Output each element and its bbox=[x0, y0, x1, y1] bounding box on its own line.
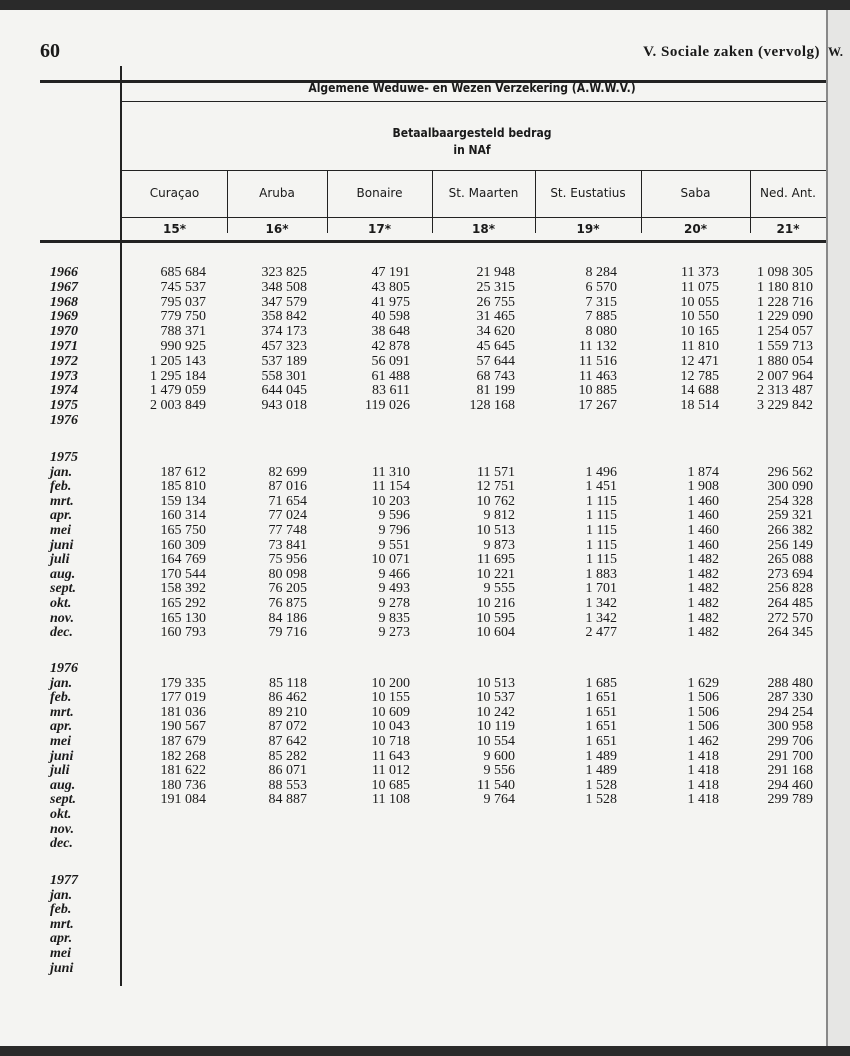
column-header: Curaçao bbox=[149, 186, 200, 200]
row-label-month: sept. bbox=[50, 792, 77, 808]
table-cell: 1 098 305 bbox=[757, 265, 813, 280]
table-cell: 9 835 bbox=[378, 610, 410, 626]
table-cell: 11 108 bbox=[372, 792, 410, 808]
table-cell: 1 418 bbox=[687, 748, 719, 764]
table-cell: 1 180 810 bbox=[757, 279, 813, 295]
table-cell: 9 493 bbox=[378, 581, 410, 597]
table-cell: 1 115 bbox=[586, 493, 617, 509]
table-cell: 45 645 bbox=[476, 339, 515, 354]
block-year-label: 1977 bbox=[50, 873, 78, 888]
table-cell: 1 460 bbox=[687, 508, 719, 524]
table-cell: 89 210 bbox=[268, 704, 307, 720]
table-cell: 11 695 bbox=[477, 552, 515, 568]
table-cell: 6 570 bbox=[585, 279, 617, 295]
table-cell: 170 544 bbox=[160, 566, 206, 582]
table-cell: 1 342 bbox=[585, 610, 617, 626]
table-cell: 1 254 057 bbox=[757, 324, 813, 340]
table-cell: 10 055 bbox=[680, 294, 719, 310]
table-cell: 266 382 bbox=[767, 523, 813, 538]
table-subtitle: Betaalbaargesteld bedrag bbox=[392, 126, 552, 140]
table-cell: 374 173 bbox=[261, 324, 307, 340]
column-number: 20* bbox=[684, 222, 707, 236]
table-cell: 3 229 842 bbox=[757, 398, 813, 414]
table-cell: 160 309 bbox=[160, 537, 206, 553]
column-number: 16* bbox=[265, 222, 289, 236]
table-cell: 34 620 bbox=[476, 324, 515, 340]
column-number: 18* bbox=[472, 222, 495, 236]
table-cell: 1 460 bbox=[687, 523, 719, 538]
table-cell: 17 267 bbox=[578, 398, 617, 414]
table-cell: 84 887 bbox=[268, 792, 307, 808]
table-cell: 9 278 bbox=[378, 596, 410, 611]
table-cell: 990 925 bbox=[160, 339, 206, 354]
table-cell: 1 460 bbox=[687, 493, 719, 509]
table-cell: 10 216 bbox=[476, 596, 515, 611]
table-cell: 79 716 bbox=[268, 625, 307, 641]
table-cell: 10 550 bbox=[680, 309, 719, 325]
table-cell: 10 762 bbox=[476, 493, 515, 509]
table-cell: 8 080 bbox=[585, 324, 617, 340]
row-label-month: juli bbox=[50, 763, 70, 779]
table-cell: 10 595 bbox=[476, 610, 515, 626]
table-cell: 159 134 bbox=[160, 493, 206, 509]
table-cell: 10 165 bbox=[680, 324, 719, 340]
table-cell: 11 463 bbox=[579, 368, 617, 384]
table-cell: 164 769 bbox=[160, 552, 206, 568]
table-cell: 10 604 bbox=[476, 625, 515, 641]
table-cell: 943 018 bbox=[261, 398, 307, 414]
table-cell: 11 132 bbox=[579, 339, 617, 354]
table-cell: 264 345 bbox=[767, 625, 813, 641]
table-cell: 291 168 bbox=[767, 763, 813, 779]
table-cell: 56 091 bbox=[371, 353, 410, 369]
table-cell: 2 007 964 bbox=[757, 368, 813, 384]
table-cell: 300 958 bbox=[767, 719, 813, 735]
table-cell: 85 282 bbox=[268, 748, 307, 764]
table-cell: 165 130 bbox=[160, 610, 206, 626]
row-label-month: aug. bbox=[50, 566, 76, 582]
table-title: Algemene Weduwe- en Wezen Verzekering (A.W.W.V.) bbox=[308, 81, 636, 95]
table-cell: 1 874 bbox=[687, 464, 719, 480]
table-cell: 294 254 bbox=[767, 704, 813, 720]
table-cell: 1 685 bbox=[585, 675, 617, 691]
table-cell: 87 642 bbox=[268, 734, 307, 749]
table-cell: 10 043 bbox=[371, 719, 410, 735]
row-label-month: juli bbox=[50, 552, 70, 568]
row-label-month: nov. bbox=[50, 821, 74, 837]
table-cell: 10 554 bbox=[476, 734, 515, 749]
table-cell: 180 736 bbox=[160, 777, 206, 793]
table-cell: 9 556 bbox=[483, 763, 515, 779]
table-cell: 11 075 bbox=[681, 279, 719, 295]
block-year-label: 1975 bbox=[50, 450, 78, 465]
table-unit: in NAf bbox=[453, 143, 491, 157]
row-label-month: mrt. bbox=[50, 704, 74, 720]
table-cell: 7 885 bbox=[585, 309, 617, 325]
table-cell: 26 755 bbox=[476, 294, 515, 310]
table-cell: 25 315 bbox=[476, 279, 515, 295]
table-cell: 86 071 bbox=[268, 763, 307, 779]
table-cell: 12 751 bbox=[476, 479, 515, 495]
row-label-year: 1970 bbox=[50, 324, 78, 340]
table-cell: 14 688 bbox=[680, 383, 719, 399]
table-cell: 40 598 bbox=[371, 309, 410, 325]
table-cell: 71 654 bbox=[268, 493, 307, 509]
table-cell: 1 115 bbox=[586, 552, 617, 568]
table-cell: 1 506 bbox=[687, 704, 719, 720]
table-cell: 1 482 bbox=[687, 566, 719, 582]
row-label-month: jan. bbox=[50, 887, 73, 903]
table-cell: 47 191 bbox=[371, 265, 410, 280]
table-cell: 38 648 bbox=[371, 324, 410, 340]
table-cell: 158 392 bbox=[160, 581, 206, 597]
table-cell: 9 812 bbox=[483, 508, 515, 524]
table-cell: 288 480 bbox=[767, 675, 813, 691]
row-label-year: 1974 bbox=[50, 383, 78, 399]
table-cell: 537 189 bbox=[261, 353, 307, 369]
row-label-month: mrt. bbox=[50, 916, 74, 932]
table-cell: 1 342 bbox=[585, 596, 617, 611]
table-cell: 1 496 bbox=[585, 464, 617, 480]
row-label-year: 1968 bbox=[50, 294, 78, 310]
title-rule bbox=[122, 101, 826, 102]
row-label-month: feb. bbox=[50, 690, 72, 706]
table-cell: 1 460 bbox=[687, 537, 719, 553]
table-cell: 9 273 bbox=[378, 625, 410, 641]
table-cell: 86 462 bbox=[268, 690, 307, 706]
table-cell: 9 764 bbox=[483, 792, 515, 808]
row-label-month: dec. bbox=[50, 836, 73, 852]
table-cell: 77 748 bbox=[268, 523, 307, 538]
row-label-month: jan. bbox=[50, 464, 73, 480]
row-label-month: aug. bbox=[50, 777, 76, 793]
column-number: 19* bbox=[576, 222, 600, 236]
table-cell: 296 562 bbox=[767, 464, 813, 480]
row-label-year: 1975 bbox=[50, 398, 78, 414]
row-label-month: okt. bbox=[50, 596, 72, 611]
table-cell: 185 810 bbox=[160, 479, 206, 495]
header-bottom-rule bbox=[40, 240, 826, 243]
table-cell: 10 119 bbox=[477, 719, 515, 735]
table-cell: 88 553 bbox=[268, 777, 307, 793]
table-cell: 1 528 bbox=[585, 777, 617, 793]
table-cell: 2 477 bbox=[585, 625, 617, 641]
column-number: 21* bbox=[776, 222, 800, 236]
table-cell: 2 313 487 bbox=[757, 383, 813, 399]
row-label-month: juni bbox=[50, 960, 74, 976]
table-cell: 7 315 bbox=[585, 294, 617, 310]
table-cell: 1 462 bbox=[687, 734, 719, 749]
table-cell: 795 037 bbox=[160, 294, 206, 310]
table-cell: 1 489 bbox=[585, 763, 617, 779]
table-cell: 41 975 bbox=[371, 294, 410, 310]
table-cell: 11 310 bbox=[372, 464, 410, 480]
table-cell: 87 016 bbox=[268, 479, 307, 495]
table-cell: 745 537 bbox=[160, 279, 206, 295]
table-cell: 1 295 184 bbox=[150, 368, 206, 384]
table-cell: 10 221 bbox=[476, 566, 515, 582]
table-cell: 644 045 bbox=[261, 383, 307, 399]
table-cell: 76 875 bbox=[268, 596, 307, 611]
table-cell: 76 205 bbox=[268, 581, 307, 597]
row-label-month: sept. bbox=[50, 581, 77, 597]
table-cell: 265 088 bbox=[767, 552, 813, 568]
table-cell: 11 012 bbox=[372, 763, 410, 779]
column-header: Bonaire bbox=[356, 186, 403, 200]
table-cell: 273 694 bbox=[767, 566, 813, 582]
chapter-header: V. Sociale zaken (vervolg) bbox=[643, 44, 820, 60]
table-cell: 1 482 bbox=[687, 596, 719, 611]
table-cell: 10 718 bbox=[371, 734, 410, 749]
row-label-month: feb. bbox=[50, 479, 72, 495]
table-cell: 9 796 bbox=[378, 523, 410, 538]
column-number: 15* bbox=[163, 222, 186, 236]
table-cell: 1 482 bbox=[687, 581, 719, 597]
table-cell: 84 186 bbox=[268, 610, 307, 626]
row-label-year: 1972 bbox=[50, 353, 78, 369]
table-cell: 11 643 bbox=[372, 748, 410, 764]
table-cell: 299 789 bbox=[767, 792, 813, 808]
row-label-month: juni bbox=[50, 537, 74, 553]
table-cell: 1 482 bbox=[687, 625, 719, 641]
table-cell: 9 466 bbox=[378, 566, 410, 582]
table-cell: 190 567 bbox=[160, 719, 206, 735]
adjacent-page-fragment: W. bbox=[828, 44, 844, 59]
table-cell: 259 321 bbox=[767, 508, 813, 524]
row-label-month: apr. bbox=[50, 931, 73, 947]
row-label-month: feb. bbox=[50, 902, 72, 918]
table-cell: 254 328 bbox=[767, 493, 813, 509]
row-label-month: mei bbox=[50, 734, 71, 749]
table-cell: 165 292 bbox=[160, 596, 206, 611]
table-cell: 73 841 bbox=[268, 537, 307, 553]
table-cell: 1 482 bbox=[687, 552, 719, 568]
table-cell: 10 242 bbox=[476, 704, 515, 720]
column-number: 17* bbox=[368, 222, 391, 236]
table-cell: 347 579 bbox=[261, 294, 307, 310]
table-cell: 187 612 bbox=[160, 464, 206, 480]
table-cell: 83 611 bbox=[372, 383, 410, 399]
table-cell: 11 571 bbox=[477, 464, 515, 480]
column-header: St. Eustatius bbox=[550, 186, 626, 200]
table-cell: 9 873 bbox=[483, 537, 515, 553]
column-header: Saba bbox=[680, 186, 711, 200]
row-label-year: 1966 bbox=[50, 265, 78, 280]
table-cell: 10 513 bbox=[476, 675, 515, 691]
table-cell: 1 880 054 bbox=[757, 353, 813, 369]
table-cell: 10 071 bbox=[371, 552, 410, 568]
table-cell: 558 301 bbox=[261, 368, 307, 384]
table-cell: 11 154 bbox=[372, 479, 410, 495]
table-cell: 779 750 bbox=[160, 309, 206, 325]
table-cell: 187 679 bbox=[160, 734, 206, 749]
row-label-month: okt. bbox=[50, 807, 72, 822]
table-cell: 299 706 bbox=[767, 734, 813, 749]
row-label-year: 1973 bbox=[50, 368, 78, 384]
table-cell: 119 026 bbox=[365, 398, 410, 414]
table-cell: 291 700 bbox=[767, 748, 813, 764]
table-cell: 165 750 bbox=[160, 523, 206, 538]
table-cell: 10 885 bbox=[578, 383, 617, 399]
table-cell: 18 514 bbox=[680, 398, 719, 414]
table-cell: 1 651 bbox=[585, 734, 617, 749]
table-cell: 1 506 bbox=[687, 690, 719, 706]
table-cell: 182 268 bbox=[160, 748, 206, 764]
table-cell: 177 019 bbox=[160, 690, 206, 706]
table-cell: 1 506 bbox=[687, 719, 719, 735]
table-cell: 9 600 bbox=[483, 748, 515, 764]
table-cell: 160 314 bbox=[160, 508, 206, 524]
table-cell: 12 471 bbox=[680, 353, 719, 369]
table-cell: 179 335 bbox=[160, 675, 206, 691]
table-cell: 1 651 bbox=[585, 719, 617, 735]
table-cell: 1 115 bbox=[586, 523, 617, 538]
table-cell: 10 609 bbox=[371, 704, 410, 720]
table-cell: 788 371 bbox=[160, 324, 206, 340]
table-cell: 31 465 bbox=[476, 309, 515, 325]
table-cell: 11 810 bbox=[681, 339, 719, 354]
table-cell: 10 513 bbox=[476, 523, 515, 538]
table-cell: 11 540 bbox=[477, 777, 515, 793]
table-cell: 12 785 bbox=[680, 368, 719, 384]
table-cell: 128 168 bbox=[469, 398, 515, 414]
table-cell: 42 878 bbox=[371, 339, 410, 354]
table-cell: 2 003 849 bbox=[150, 398, 206, 414]
column-header: St. Maarten bbox=[448, 186, 519, 200]
table-cell: 10 203 bbox=[371, 493, 410, 509]
row-label-month: juni bbox=[50, 748, 74, 764]
table-cell: 191 084 bbox=[160, 792, 206, 808]
table-cell: 9 551 bbox=[378, 537, 410, 553]
table-cell: 1 559 713 bbox=[757, 339, 813, 354]
table-cell: 1 908 bbox=[687, 479, 719, 495]
row-label-month: jan. bbox=[50, 675, 73, 691]
table-cell: 358 842 bbox=[261, 309, 307, 325]
row-label-month: nov. bbox=[50, 610, 74, 626]
table-cell: 1 418 bbox=[687, 792, 719, 808]
table-cell: 256 828 bbox=[767, 581, 813, 597]
row-label-year: 1976 bbox=[50, 413, 78, 428]
table-cell: 1 528 bbox=[585, 792, 617, 808]
table-cell: 348 508 bbox=[261, 279, 307, 295]
table-cell: 287 330 bbox=[767, 690, 813, 706]
row-label-month: dec. bbox=[50, 625, 73, 641]
table-cell: 11 516 bbox=[579, 353, 617, 369]
row-label-year: 1969 bbox=[50, 309, 78, 325]
table-cell: 1 651 bbox=[585, 704, 617, 720]
table-cell: 11 373 bbox=[681, 265, 719, 280]
table-cell: 10 155 bbox=[371, 690, 410, 706]
table-cell: 43 805 bbox=[371, 279, 410, 295]
table-cell: 294 460 bbox=[767, 777, 813, 793]
table-cell: 457 323 bbox=[261, 339, 307, 354]
table-cell: 57 644 bbox=[476, 353, 515, 369]
table-cell: 1 418 bbox=[687, 777, 719, 793]
table-cell: 82 699 bbox=[268, 464, 307, 480]
table-cell: 1 651 bbox=[585, 690, 617, 706]
table-cell: 10 200 bbox=[371, 675, 410, 691]
page-number: 60 bbox=[40, 40, 60, 62]
table-cell: 10 537 bbox=[476, 690, 515, 706]
table-cell: 160 793 bbox=[160, 625, 206, 641]
table-cell: 21 948 bbox=[476, 265, 515, 280]
table-cell: 1 205 143 bbox=[150, 353, 206, 369]
table-cell: 1 629 bbox=[687, 675, 719, 691]
row-label-year: 1967 bbox=[50, 279, 78, 295]
column-header: Aruba bbox=[259, 186, 295, 200]
table-cell: 75 956 bbox=[268, 552, 307, 568]
table-cell: 181 622 bbox=[160, 763, 206, 779]
row-label-month: apr. bbox=[50, 719, 73, 735]
row-label-month: mei bbox=[50, 523, 71, 538]
table-cell: 10 685 bbox=[371, 777, 410, 793]
table-cell: 1 883 bbox=[585, 566, 617, 582]
table-cell: 1 489 bbox=[585, 748, 617, 764]
table-cell: 1 418 bbox=[687, 763, 719, 779]
table-cell: 8 284 bbox=[585, 265, 617, 280]
table-cell: 272 570 bbox=[767, 610, 813, 626]
row-label-month: apr. bbox=[50, 508, 73, 524]
table-cell: 181 036 bbox=[160, 704, 206, 720]
table-cell: 1 482 bbox=[687, 610, 719, 626]
table-cell: 81 199 bbox=[476, 383, 515, 399]
table-cell: 87 072 bbox=[268, 719, 307, 735]
table-cell: 1 115 bbox=[586, 508, 617, 524]
table-cell: 1 115 bbox=[586, 537, 617, 553]
row-label-year: 1971 bbox=[50, 339, 78, 354]
table-cell: 323 825 bbox=[261, 265, 307, 280]
table-cell: 264 485 bbox=[767, 596, 813, 611]
block-year-label: 1976 bbox=[50, 661, 78, 676]
table-cell: 9 596 bbox=[378, 508, 410, 524]
table-cell: 68 743 bbox=[476, 368, 515, 384]
row-label-month: mei bbox=[50, 946, 71, 961]
table-cell: 61 488 bbox=[371, 368, 410, 384]
table-cell: 9 555 bbox=[483, 581, 515, 597]
table-cell: 300 090 bbox=[767, 479, 813, 495]
table-cell: 1 229 090 bbox=[757, 309, 813, 325]
table-cell: 685 684 bbox=[160, 265, 206, 280]
column-header: Ned. Ant. bbox=[760, 186, 816, 200]
row-label-month: mrt. bbox=[50, 493, 74, 509]
table-cell: 1 228 716 bbox=[757, 294, 813, 310]
table-cell: 80 098 bbox=[268, 566, 307, 582]
table-cell: 256 149 bbox=[767, 537, 813, 553]
table-cell: 1 479 059 bbox=[150, 383, 206, 399]
adjacent-page-edge bbox=[826, 10, 850, 1046]
table-cell: 77 024 bbox=[268, 508, 307, 524]
table-cell: 1 701 bbox=[585, 581, 617, 597]
table-cell: 85 118 bbox=[269, 675, 307, 691]
table-cell: 1 451 bbox=[585, 479, 617, 495]
